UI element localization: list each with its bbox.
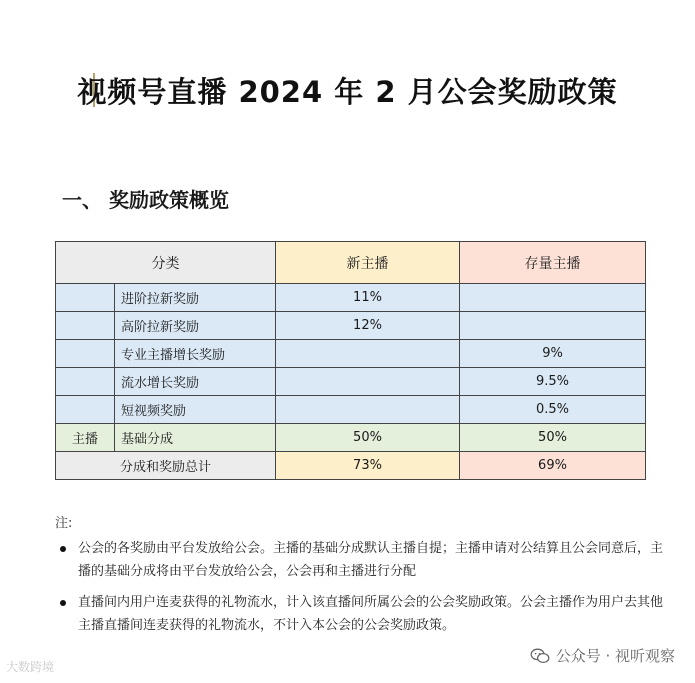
row-label: 专业主播增长奖励 <box>115 340 276 368</box>
row-label: 进阶拉新奖励 <box>115 284 276 312</box>
row-new-value: 50% <box>276 424 460 452</box>
row-group-cell <box>56 312 115 340</box>
table-row <box>56 340 646 368</box>
total-label: 分成和奖励总计 <box>56 452 276 480</box>
note-item <box>60 591 670 637</box>
row-new-value <box>276 396 460 424</box>
source-watermark: 大数跨境 <box>6 660 55 674</box>
row-group-cell <box>56 396 115 424</box>
note-text: 直播间内用户连麦获得的礼物流水，计入该直播间所属公会的公会奖励政策。公会主播作为用户去其他主播直播间连麦获得的礼物流水，不计入本公会的公会奖励政策。 <box>78 595 664 633</box>
row-new-value: 12% <box>276 312 460 340</box>
wechat-icon <box>530 648 550 664</box>
table-row <box>56 284 646 312</box>
total-existing-value: 69% <box>460 452 646 480</box>
notes-label: 注: <box>55 516 73 531</box>
row-existing-value <box>460 284 646 312</box>
row-label: 高阶拉新奖励 <box>115 312 276 340</box>
row-existing-value <box>460 312 646 340</box>
header-category: 分类 <box>56 242 276 284</box>
header-existing-streamer: 存量主播 <box>460 242 646 284</box>
row-existing-value: 50% <box>460 424 646 452</box>
table-row <box>56 396 646 424</box>
total-new-value: 73% <box>276 452 460 480</box>
row-group-cell: 主播 <box>56 424 115 452</box>
row-label: 流水增长奖励 <box>115 368 276 396</box>
bullet-icon <box>60 546 66 552</box>
table-row <box>56 312 646 340</box>
table-total-row <box>56 452 646 480</box>
bullet-icon <box>60 600 66 606</box>
row-group-cell <box>56 368 115 396</box>
note-item <box>60 537 670 583</box>
document-title: 视频号直播 2024 年 2 月公会奖励政策 <box>77 75 618 109</box>
row-existing-value: 9.5% <box>460 368 646 396</box>
note-text: 公会的各奖励由平台发放给公会。主播的基础分成默认主播自提；主播申请对公结算且公会同意后，主播的基础分成将由平台发放给公会，公会再和主播进行分配 <box>78 541 664 579</box>
account-mark <box>530 645 675 666</box>
table-row <box>56 424 646 452</box>
row-existing-value: 0.5% <box>460 396 646 424</box>
row-new-value <box>276 340 460 368</box>
row-new-value: 11% <box>276 284 460 312</box>
row-new-value <box>276 368 460 396</box>
row-group-cell <box>56 340 115 368</box>
reward-policy-table <box>55 241 646 480</box>
row-existing-value: 9% <box>460 340 646 368</box>
account-name: 公众号 · 视听观察 <box>555 647 675 665</box>
section-heading: 一、 奖励政策概览 <box>62 188 229 212</box>
row-label: 短视频奖励 <box>115 396 276 424</box>
table-row <box>56 368 646 396</box>
row-group-cell <box>56 284 115 312</box>
header-new-streamer: 新主播 <box>276 242 460 284</box>
row-label: 基础分成 <box>115 424 276 452</box>
table-header-row <box>56 242 646 284</box>
